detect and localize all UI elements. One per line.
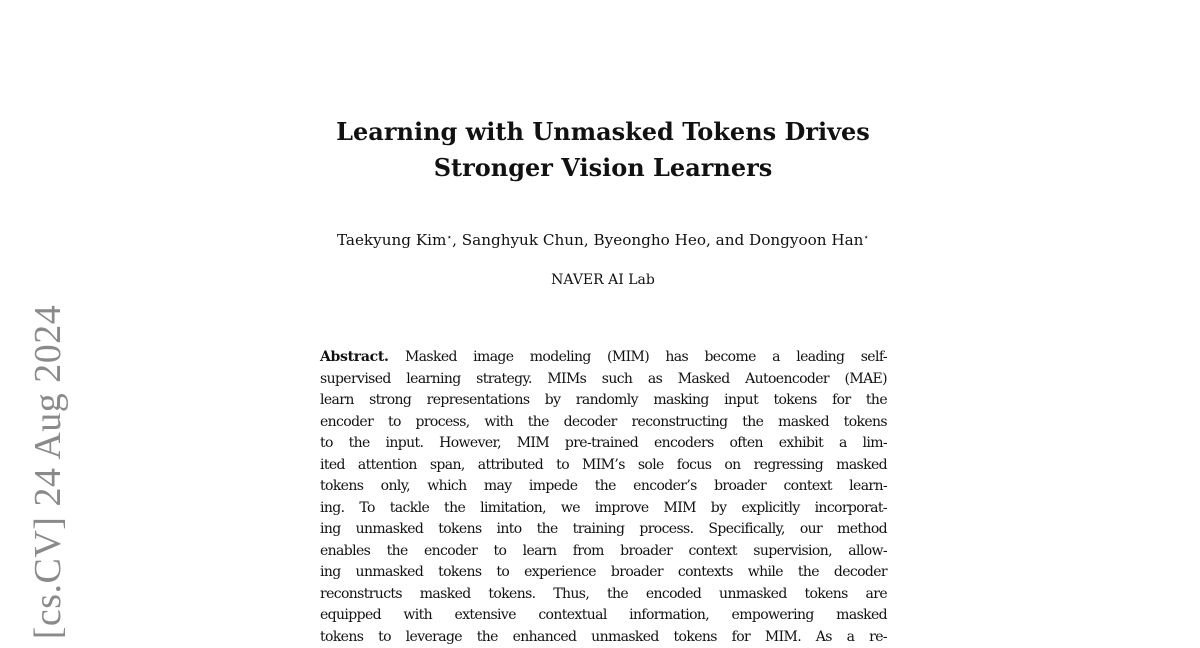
abstract-line: ing unmasked tokens into the training process. Specifically, our method (320, 521, 887, 537)
author-list (300, 229, 906, 251)
abstract-line: learn strong representations by randomly masking input tokens for the (320, 392, 887, 408)
abstract-line (320, 347, 887, 369)
abstract-line: enables the encoder to learn from broader context supervision, allow- (320, 542, 887, 559)
abstract-line: tokens only, which may impede the encoder’s broader context learn- (320, 478, 887, 494)
abstract-section (320, 347, 887, 648)
abstract-line: to the input. However, MIM pre-trained encoders often exhibit a lim- (320, 435, 887, 451)
abstract-line: tokens to leverage the enhanced unmasked tokens for MIM. As a re- (320, 628, 887, 645)
title-line-2: Stronger Vision Learners (433, 153, 773, 182)
title-line-1: Learning with Unmasked Tokens Drives (336, 117, 870, 146)
abstract-line: ing. To tackle the limitation, we improve MIM by explicitly incorporat- (320, 499, 887, 516)
abstract-line: ing unmasked tokens to experience broader contexts while the decoder (320, 564, 887, 580)
corresponding-author-mark: ⋆ (863, 233, 870, 243)
abstract-line: supervised learning strategy. MIMs such as Masked Autoencoder (MAE) (320, 370, 887, 387)
paper-title (300, 114, 906, 186)
abstract-line: reconstructs masked tokens. Thus, the encoded unmasked tokens are (320, 585, 887, 602)
arxiv-side-stamp: [cs.CV] 24 Aug 2024 (27, 304, 69, 640)
abstract-line: encoder to process, with the decoder reconstructing the masked tokens (320, 413, 887, 430)
abstract-line: ited attention span, attributed to MIM’s sole focus on regressing masked (320, 456, 887, 473)
abstract-first-line-text: Masked image modeling (MIM) has become a leading self- (388, 349, 887, 365)
affiliation: NAVER AI Lab (551, 272, 655, 288)
author-name-first: Taekyung Kim (336, 231, 447, 249)
author-names-rest: , Sanghyuk Chun, Byeongho Heo, and Dongyoon Han (452, 231, 864, 249)
abstract-line: equipped with extensive contextual information, empowering masked (320, 607, 887, 623)
corresponding-author-mark: ⋆ (446, 233, 453, 243)
abstract-label: Abstract. (320, 349, 389, 365)
